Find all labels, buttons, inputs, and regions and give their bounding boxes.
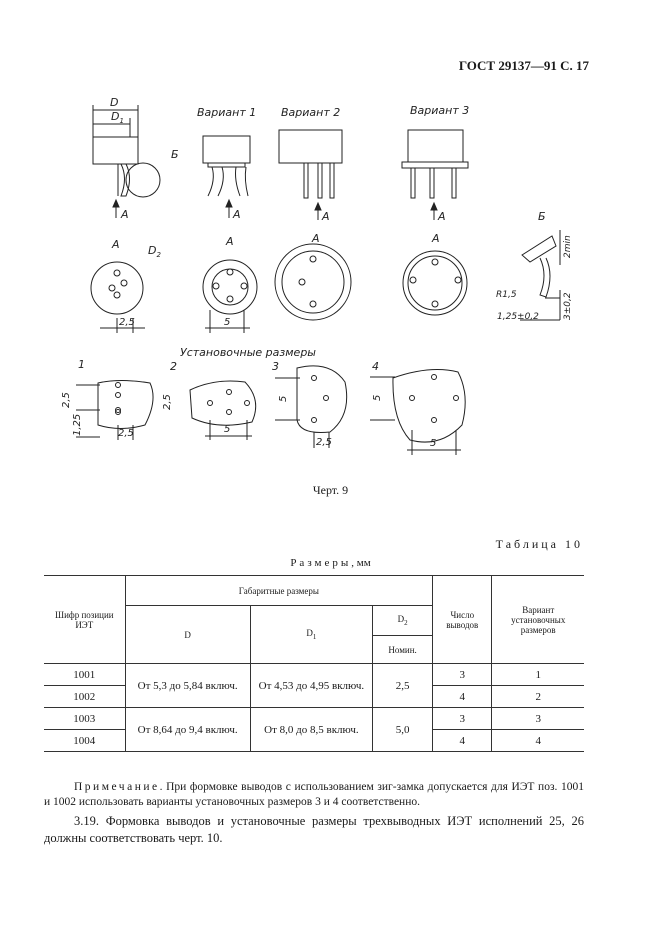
dim-2-5-m1b: 2,5 [118, 428, 134, 439]
cell-variant: 3 [492, 708, 584, 730]
table-row [44, 664, 584, 686]
header-D2: $D_2$ [373, 606, 433, 636]
label-B-detail: Б [538, 210, 546, 223]
label-variant-3: Вариант 3 [410, 104, 470, 117]
dim-5-m4b: 5 [430, 438, 437, 449]
label-mount-2: 2 [170, 360, 177, 373]
cell-leads: 3 [433, 664, 492, 686]
table-note: Примечание. При формовке выводов с использованием зиг-замка допускается для ИЭТ поз. 1001 и 1002 использовать варианты установочных размеров 3 и 4 соответственно. [44, 781, 584, 808]
dim-5-m3: 5 [278, 395, 289, 402]
page-header: ГОСТ 29137—91 С. 17 [458, 58, 589, 73]
dim-2-5-m1: 2,5 [61, 392, 72, 408]
label-mount-4: 4 [372, 360, 379, 373]
header-overall: Габаритные размеры [125, 576, 433, 606]
cell-variant: 4 [492, 730, 584, 752]
body-paragraph: 3.19. Формовка выводов и установочные размеры трехвыводных ИЭТ исполнений 25, 26 должны соответствовать черт. 10. [44, 814, 584, 845]
figure-caption: Черт. 9 [312, 483, 349, 497]
dim-2min: 2min [563, 235, 573, 258]
header-code: Шифр позиции ИЭТ [44, 576, 125, 664]
header-D1: $D_1$ [250, 606, 372, 664]
table-title: Размеры, мм [290, 557, 371, 569]
dim-1-25-detail: 1,25±0,2 [497, 312, 539, 322]
dim-2-5-m2: 2,5 [162, 394, 173, 410]
cell-code: 1002 [44, 686, 125, 708]
dim-5-view2: 5 [224, 317, 231, 328]
dim-1-25-m1: 1,25 [72, 413, 83, 436]
table-label: Таблица 10 [495, 537, 583, 551]
label-A-v1: А [233, 208, 241, 221]
label-A-v2: А [322, 210, 330, 223]
cell-D: От 8,64 до 9,4 включ. [125, 708, 250, 752]
cell-D2: 5,0 [373, 708, 433, 752]
cell-code: 1003 [44, 708, 125, 730]
cell-code: 1004 [44, 730, 125, 752]
dim-2-5-m3: 2,5 [316, 437, 332, 448]
label-D: D [110, 96, 119, 109]
header-nom: Номин. [373, 636, 433, 664]
label-D2: $D_2$ [148, 244, 161, 259]
cell-code: 1001 [44, 664, 125, 686]
table-row [44, 708, 584, 730]
label-B: Б [171, 148, 179, 161]
cell-D: От 5,3 до 5,84 включ. [125, 664, 250, 708]
header-D: D [125, 606, 250, 664]
label-A-v3: А [438, 210, 446, 223]
cell-D1: От 8,0 до 8,5 включ. [250, 708, 372, 752]
label-A-view2: А [226, 235, 234, 248]
dimensions-table [44, 575, 584, 752]
dim-3: 3±0,2 [563, 292, 573, 320]
label-A-view3: А [312, 232, 320, 245]
label-mount-3: 3 [272, 360, 279, 373]
label-mounting: Установочные размеры [180, 346, 316, 359]
label-mount-1: 1 [78, 358, 85, 371]
header-leads: Число выводов [433, 576, 492, 664]
header-variant: Вариант установочных размеров [492, 576, 584, 664]
dim-2-5-view1: 2,5 [119, 317, 135, 328]
dim-r15: R1,5 [496, 290, 517, 300]
cell-leads: 3 [433, 708, 492, 730]
label-variant-1: Вариант 1 [197, 106, 257, 119]
cell-variant: 1 [492, 664, 584, 686]
label-variant-2: Вариант 2 [281, 106, 341, 119]
cell-leads: 4 [433, 730, 492, 752]
dim-5-m4a: 5 [372, 394, 383, 401]
label-D1: $D_1$ [111, 110, 124, 125]
cell-D1: От 4,53 до 4,95 включ. [250, 664, 372, 708]
label-A-view4: А [432, 232, 440, 245]
label-A-view1: А [112, 238, 120, 251]
label-A-main: А [121, 208, 129, 221]
dim-5-m2: 5 [224, 424, 231, 435]
cell-variant: 2 [492, 686, 584, 708]
cell-leads: 4 [433, 686, 492, 708]
cell-D2: 2,5 [373, 664, 433, 708]
